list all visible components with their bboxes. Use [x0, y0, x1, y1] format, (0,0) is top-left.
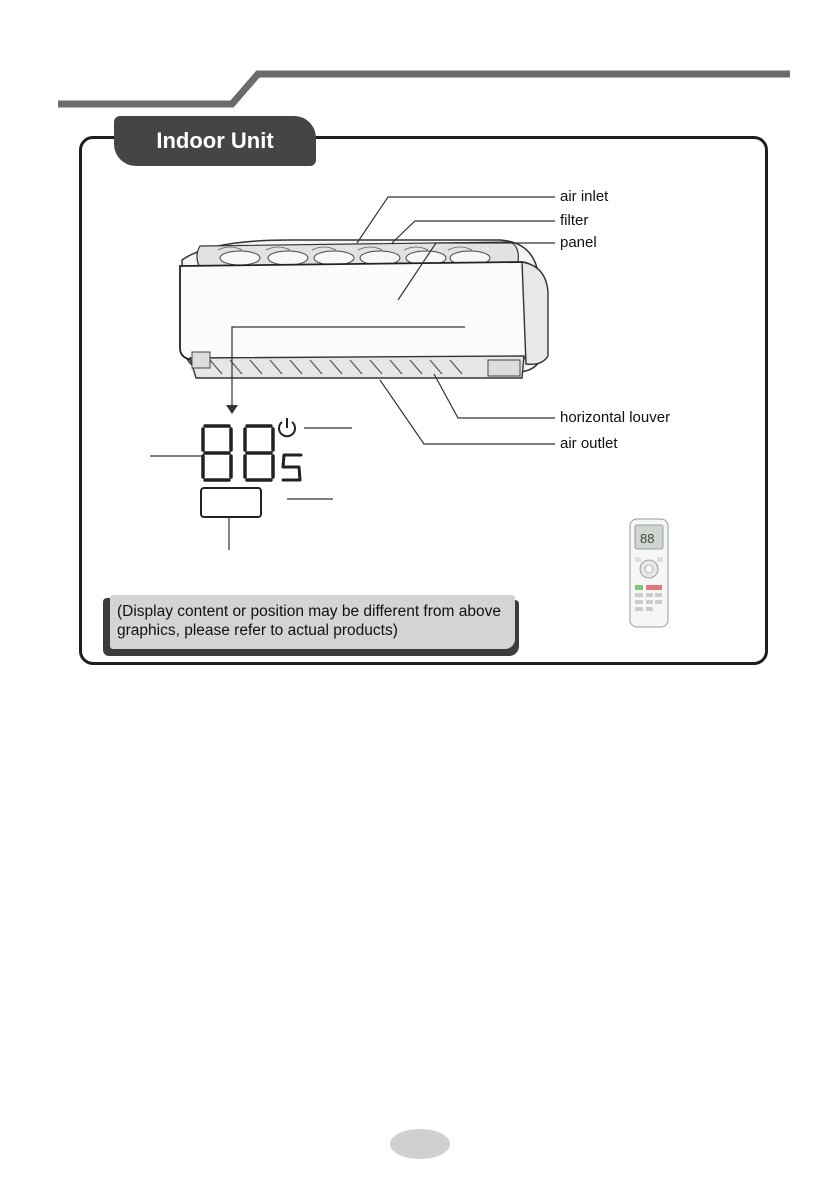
- display-window: [200, 487, 262, 518]
- page-number-badge: [390, 1129, 450, 1159]
- section-title: Indoor Unit: [114, 116, 316, 166]
- label-air-inlet: air inlet: [560, 188, 609, 205]
- power-icon: [275, 416, 299, 440]
- label-filter: filter: [560, 212, 589, 229]
- note-line-1: (Display content or position may be different from above: [117, 603, 501, 620]
- display-note: [110, 595, 515, 649]
- label-panel: panel: [560, 234, 597, 251]
- note-line-2: graphics, please refer to actual products): [117, 622, 398, 639]
- label-air-outlet: air outlet: [560, 435, 618, 452]
- label-horizontal-louver: horizontal louver: [560, 409, 671, 426]
- svg-text:88: 88: [640, 531, 655, 546]
- mode-digit-display: [279, 452, 305, 484]
- remote-control-illustration: [628, 517, 670, 629]
